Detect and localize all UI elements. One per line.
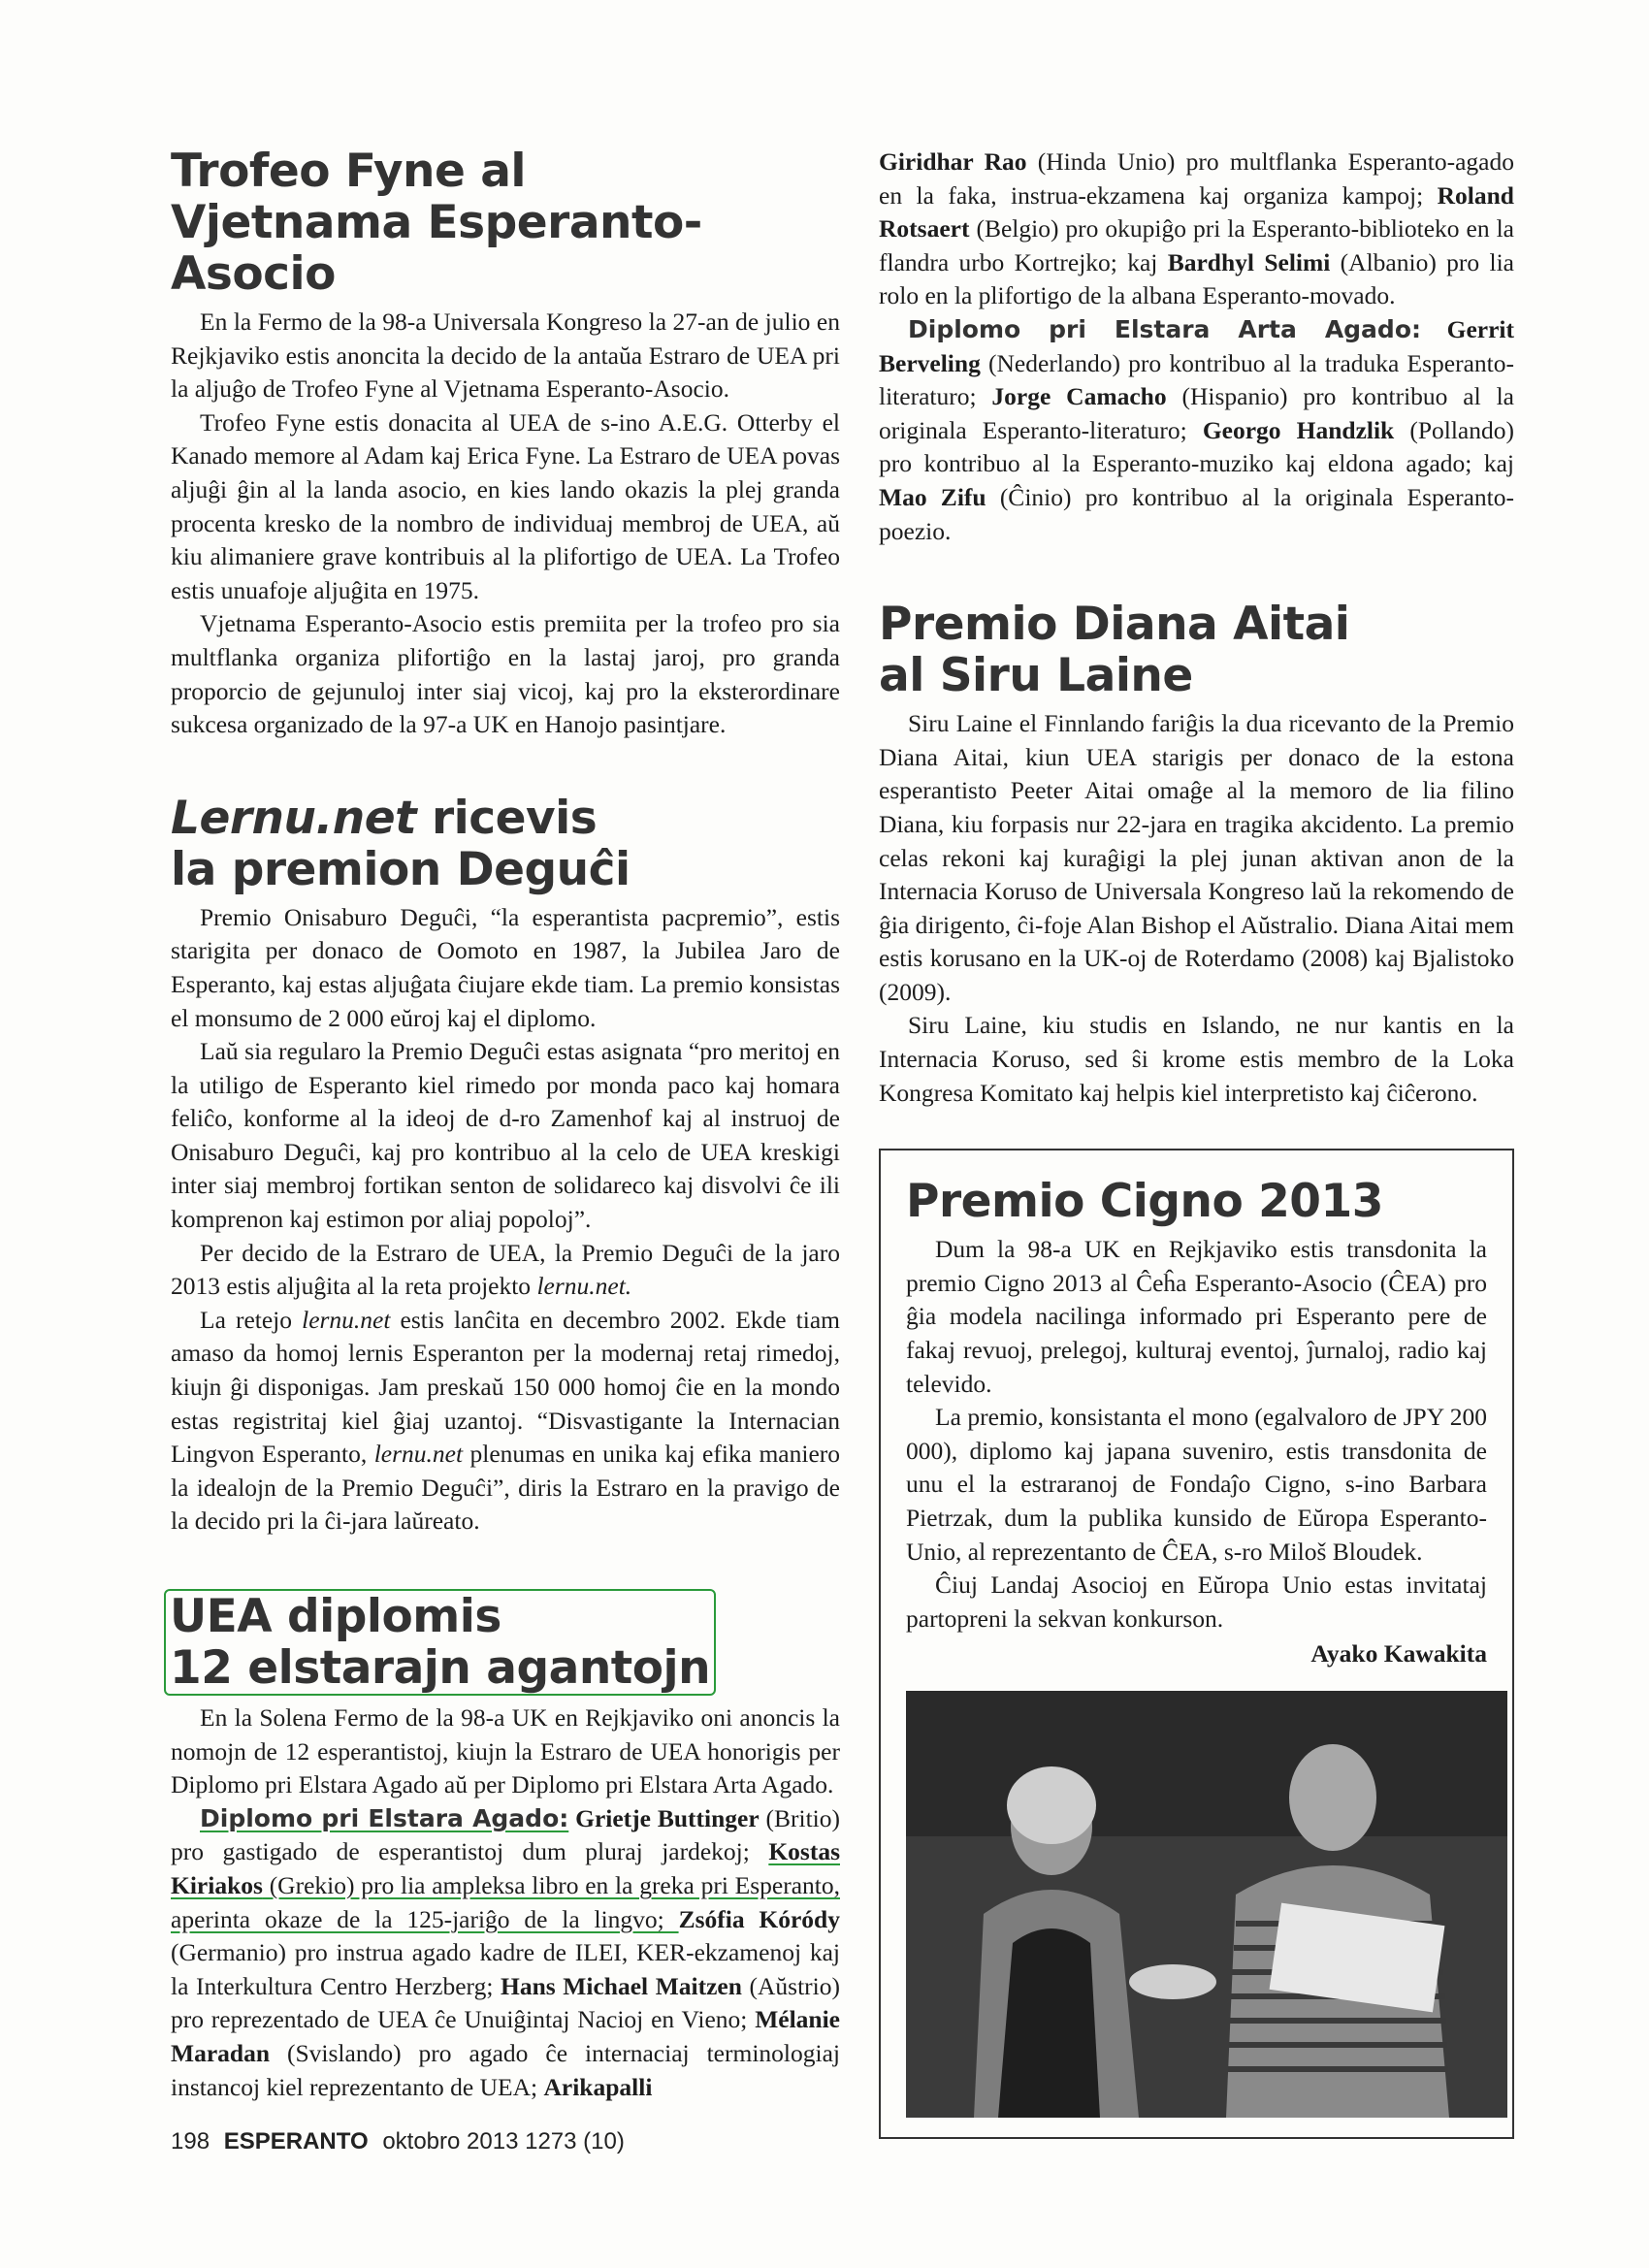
paragraph: La premio, konsistanta el mono (egalvaloro de JPY 200 000), diplomo kaj japana suveniro, estis transdonita de unu el la estraranoj de Fondaĵo Cigno, s-ino Barbara Pietrzak, dum la publika kunsido de Eŭropa Esperanto-Unio, al reprezentanto de ĈEA, s-ro Miloš Bloudek. — [906, 1403, 1487, 1566]
paragraph: En la Fermo de la 98-a Universala Kongreso la 27-an de julio en Rejkjaviko estis anoncita la decido de la antaŭa Estraro de UEA pri la aljuĝo de Trofeo Fyne al Vjetnama Esperanto-Asocio. — [171, 308, 840, 404]
article-uea-diplomis — [171, 1589, 840, 2104]
paragraph: Siru Laine el Finnlando fariĝis la dua ricevanto de la Premio Diana Aitai, kiun UEA starigis per donaco de la estona esperantisto Peeter Aitai omaĝe al la memoro de lia filino Diana, kiu forpasis nur 22-jara en tragika akcidento. La premio celas rekoni kaj kuraĝigi la plej junan aktivan anon de la Internacia Koruso de Universala Kongreso laŭ la rekomendo de ĝia dirigento, ĉi-foje Alan Bishop el Aŭstralio. Diana Aitai mem estis korusano en la UK-oj de Roterdamo (2008) kaj Bjalistoko (2009). — [879, 709, 1514, 1006]
paragraph: La retejo lernu.net estis lanĉita en decembro 2002. Ekde tiam amaso da homoj lernis Esperanton per la modernaj retaj rimedoj, kiujn ĝi disponigas. Jam preskaŭ 150 000 homoj ĉie en la mondo estas registritaj kiel ĝiaj uzantoj. “Disvastigante la Internacian Lingvon Esperanto, lernu.net plenumas en unika kaj efika maniero la idealojn de la Premio Deguĉi”, diris la Estraro en la pravigo de la decido pri la ĉi-jara laŭreato. — [171, 1305, 840, 1536]
right-column — [879, 146, 1514, 2139]
paragraph: Per decido de la Estraro de UEA, la Premio Deguĉi de la jaro 2013 estis aljuĝita al la reta projekto lernu.net. — [171, 1238, 840, 1301]
paragraph: Laŭ sia regularo la Premio Deguĉi estas asignata “pro meritoj en la utiligo de Esperanto kiel rimedo por monda paco kaj homara feliĉo, konforme al la ideoj de d-ro Zamenhof kaj al instruoj de Onisaburo Deguĉi, kaj pro kontribuo al la celo de UEA kreskigi inter siaj membroj fortikan senton de solidareco kaj disvolvi ĉe ili komprenon kaj estimon por aliaj popoloj”. — [171, 1037, 840, 1234]
page-footer — [171, 2128, 625, 2155]
article-title: Trofeo Fyne al Vjetnama Esperanto-Asocio — [171, 145, 702, 301]
box-title: Premio Cigno 2013 — [906, 1175, 1383, 1229]
issue-info: oktobro 2013 1273 (10) — [382, 2128, 625, 2155]
article-title: Lernu.net ricevis la premion Deguĉi — [171, 791, 630, 896]
article-diana-aitai — [879, 599, 1514, 1110]
paragraph: Siru Laine, kiu studis en Islando, ne nur kantis en la Internacia Koruso, sed ŝi krome estis membro de la Loka Kongresa Komitato kaj helpis kiel interpretisto kaj ĉiĉerono. — [879, 1011, 1514, 1107]
subheading: Diplomo pri Elstara Agado: — [200, 1803, 569, 1832]
subheading: Diplomo pri Elstara Arta Agado: — [908, 314, 1421, 343]
article-uea-diplomis-continued — [879, 146, 1514, 548]
magazine-name: ESPERANTO — [223, 2128, 369, 2155]
paragraph: Trofeo Fyne estis donacita al UEA de s-ino A.E.G. Otterby el Kanado memore al Adam kaj Erica Fyne. La Estraro de UEA povas aljuĝi ĝin al la landa asocio, en kies lando okazis la plej granda procenta kresko de la nombro de individuaj membroj de UEA, aŭ kiu alimaniere grave kontribuis al la plifortigo de UEA. La Trofeo estis unuafoje aljuĝita en 1975. — [171, 407, 840, 604]
award-photo — [906, 1691, 1507, 2118]
sidebar-box-premio-cigno — [879, 1149, 1514, 2139]
article-title: UEA diplomis 12 elstarajn agantojn — [164, 1589, 716, 1696]
paragraph: Vjetnama Esperanto-Asocio estis premiita per la trofeo pro sia multflanka organiza plifortiĝo en la lastaj jaroj, pro granda proporcio de gejunuloj inter siaj vicoj, kaj pro la eksterordinare sukcesa organizado de la 97-a UK en Hanojo pasintjare. — [171, 609, 840, 739]
paragraph: En la Solena Fermo de la 98-a UK en Rejkjaviko oni anoncis la nomojn de 12 esperantistoj, kiujn la Estraro de UEA honorigis per Diplomo pri Elstara Agado aŭ per Diplomo pri Elstara Arta Agado. — [171, 1703, 840, 1799]
author-signature: Ayako Kawakita — [1310, 1639, 1487, 1669]
paragraph: Giridhar Rao (Hinda Unio) pro multflanka Esperanto-agado en la faka, instrua-ekzamena kaj organiza kampoj; Roland Rotsaert (Belgio) pro okupiĝo pri la Esperanto-biblioteko en la flandra urbo Kortrejko; kaj Bardhyl Selimi (Albanio) pro lia rolo en la plifortigo de la albana Esperanto-movado. — [879, 147, 1514, 310]
left-column — [171, 146, 840, 2155]
award-handshake-photo-graphic — [906, 1691, 1507, 2118]
article-lernu-deguci — [171, 793, 840, 1539]
paragraph: Premio Onisaburo Deguĉi, “la esperantista pacpremio”, estis starigita per donaco de Oomoto en 1987, la Jubilea Jaro de Esperanto, kaj estas aljuĝata ĉiujare ekde tiam. La premio konsistas el monsumo de 2 000 eŭroj kaj el diplomo. — [171, 902, 840, 1032]
article-title: Premio Diana Aitai al Siru Laine — [879, 598, 1350, 703]
page-number: 198 — [171, 2128, 210, 2155]
paragraph: Ĉiuj Landaj Asocioj en Eŭropa Unio estas invitataj partopreni la sekvan konkurson. — [906, 1571, 1487, 1633]
paragraph: Diplomo pri Elstara Agado: Grietje Buttinger (Britio) pro gastigado de esperantistoj dum pluraj jardekoj; Kostas Kiriakos (Grekio) pro lia ampleksa libro en la greka pri Esperanto, aperinta okaze de la 125-jariĝo de la lingvo; Zsófia Kóródy (Germanio) pro instrua agado kadre de ILEI, KER-ekzamenoj kaj la Interkultura Centro Herzberg; Hans Michael Maitzen (Aŭstrio) pro reprezentado de UEA ĉe Unuiĝintaj Nacioj en Vieno; Mélanie Maradan (Svislando) pro agado ĉe internaciaj terminologiaj instancoj kiel reprezentanto de UEA; Arikapalli — [171, 1803, 841, 2101]
paragraph: Dum la 98-a UK en Rejkjaviko estis transdonita la premio Cigno 2013 al Ĉeĥa Esperanto-Asocio (ĈEA) pro ĝia modela nacilinga informado pri Esperanto pere de fakaj revuoj, prelegoj, kulturaj eventoj, ĵurnaloj, radio kaj televido. — [906, 1235, 1487, 1398]
article-trofeo-fyne — [171, 146, 840, 742]
paragraph: Diplomo pri Elstara Arta Agado: Gerrit Berveling (Nederlando) pro kontribuo al la traduka Esperanto-literaturo; Jorge Camacho (Hispanio) pro kontribuo al la originala Esperanto-literaturo; Georgo Handzlik (Pollando) pro kontribuo al la Esperanto-muziko kaj eldona agado; kaj Mao Zifu (Ĉinio) pro kontribuo al la originala Esperanto-poezio. — [879, 314, 1514, 545]
